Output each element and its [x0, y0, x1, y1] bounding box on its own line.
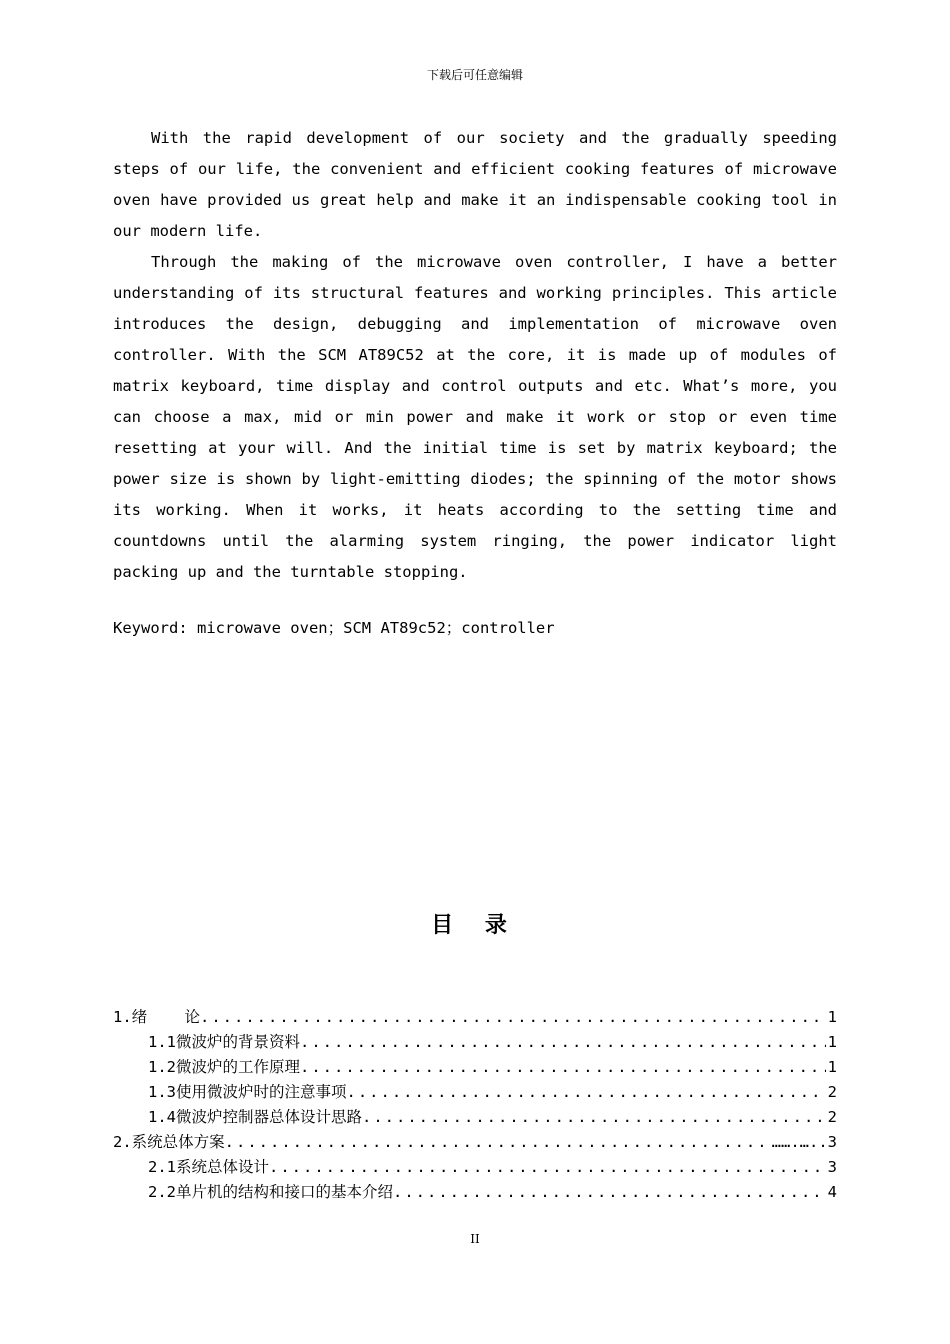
- keyword-line: Keyword: microwave oven；SCM AT89c52；controller: [113, 619, 555, 637]
- abstract: [113, 123, 837, 588]
- toc-entry-page: 1: [827, 1058, 837, 1076]
- page-number: II: [470, 1232, 480, 1246]
- toc-entry-label: 1.1微波炉的背景资料: [148, 1033, 300, 1051]
- toc-entry-label: 1.2微波炉的工作原理: [148, 1058, 300, 1076]
- toc-title: 目 录: [431, 912, 519, 938]
- toc-entry-page: 1: [827, 1008, 837, 1026]
- toc-entry-label: 1.3使用微波炉时的注意事项: [148, 1083, 347, 1101]
- page-header: 下载后可任意编辑: [426, 68, 523, 82]
- toc-leader-dots: [269, 1155, 826, 1180]
- toc-leader-dots: [347, 1080, 826, 1105]
- toc-entry-label: 2.系统总体方案: [113, 1133, 225, 1151]
- toc-leader-dots: [200, 1005, 826, 1030]
- toc-entry-1-4[interactable]: [113, 1105, 837, 1130]
- toc-leader-dots: [393, 1180, 826, 1205]
- toc-entry-label: 2.2单片机的结构和接口的基本介绍: [148, 1183, 393, 1201]
- toc-leader-dots: [225, 1130, 770, 1155]
- abstract-paragraph-2: Through the making of the microwave oven controller, I have a better understanding of its structural features and working principles. This article introduces the design, debugging and implementation of microwave oven controller. With the SCM AT89C52 at the core, it is made up of modules of matrix keyboard, time display and control outputs and etc. What’s more, you can choose a max, mid or min power and make it work or stop or even time resetting at your will. And the initial time is set by matrix keyboard; the power size is shown by light-emitting diodes; the spinning of the motor shows its working. When it works, it heats according to the setting time and countdowns until the alarming system ringing, the power indicator light packing up and the turntable stopping.: [113, 253, 837, 581]
- toc-entry-page: 4: [827, 1183, 837, 1201]
- toc-entry-2-2[interactable]: [113, 1180, 837, 1205]
- toc-leader-dots: [300, 1055, 826, 1080]
- toc-leader-dots: [300, 1030, 826, 1055]
- abstract-paragraph-1: With the rapid development of our society and the gradually speeding steps of our life, the convenient and efficient cooking features of microwave oven have provided us great help and make it an indispensable cooking tool in our modern life.: [113, 129, 837, 240]
- toc-entry-page: 2: [827, 1108, 837, 1126]
- toc-entry-page: …….…..3: [771, 1133, 837, 1151]
- toc-entry-page: 2: [827, 1083, 837, 1101]
- toc-entry-label: 1.4微波炉控制器总体设计思路: [148, 1108, 362, 1126]
- table-of-contents: [113, 1005, 837, 1205]
- toc-entry-2[interactable]: [113, 1130, 837, 1155]
- toc-entry-1-2[interactable]: [113, 1055, 837, 1080]
- toc-entry-1-3[interactable]: [113, 1080, 837, 1105]
- toc-leader-dots: [362, 1105, 826, 1130]
- toc-entry-page: 1: [827, 1033, 837, 1051]
- toc-entry-label: 1.绪 论: [113, 1008, 200, 1026]
- toc-entry-1[interactable]: [113, 1005, 837, 1030]
- toc-entry-label: 2.1系统总体设计: [148, 1158, 269, 1176]
- toc-entry-page: 3: [827, 1158, 837, 1176]
- toc-entry-1-1[interactable]: [113, 1030, 837, 1055]
- toc-entry-2-1[interactable]: [113, 1155, 837, 1180]
